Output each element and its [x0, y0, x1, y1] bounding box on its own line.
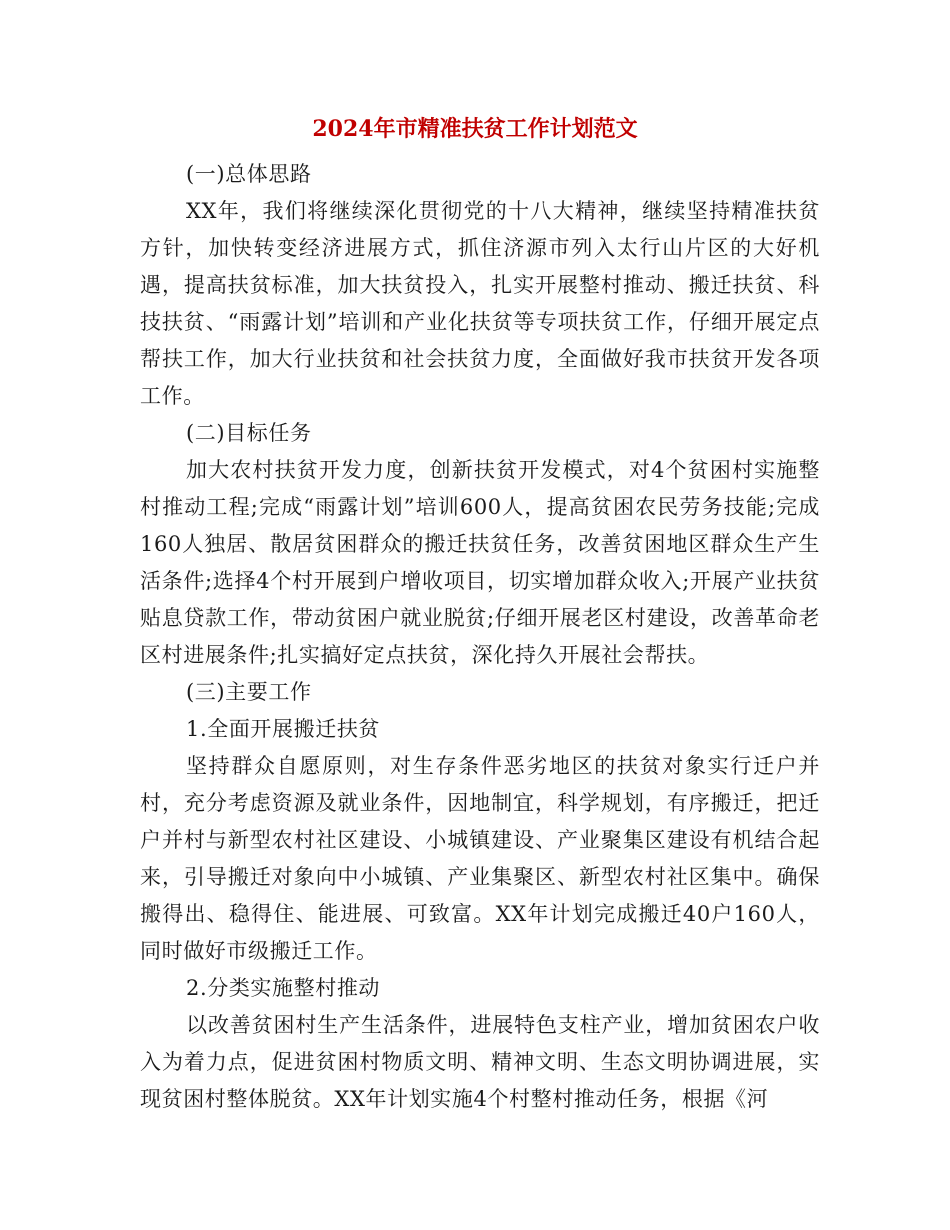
subheading-relocation: 1.全面开展搬迁扶贫: [186, 717, 381, 741]
paragraph-relocation: 坚持群众自愿原则，对生存条件恶劣地区的扶贫对象实行迁户并村，充分考虑资源及就业条件，因地制宜，科学规划，有序搬迁，把迁户并村与新型农村社区建设、小城镇建设、产业聚集区建设有机结合起来，引导搬迁对象向中小城镇、产业集聚区、新型农村社区集中。确保搬得出、稳得住、能进展、可致富。XX年计划完成搬迁40户160人，同时做好市级搬迁工作。: [140, 754, 820, 963]
section-heading-main-work: (三)主要工作: [186, 680, 312, 704]
section-heading-target-tasks: (二)目标任务: [186, 421, 312, 445]
document-title: 2024年市精准扶贫工作计划范文: [312, 116, 638, 142]
paragraph-target-tasks: 加大农村扶贫开发力度，创新扶贫开发模式，对4个贫困村实施整村推动工程;完成“雨露计划”培训600人，提高贫困农民劳务技能;完成160人独居、散居贫困群众的搬迁扶贫任务，改善贫困地区群众生产生活条件;选择4个村开展到户增收项目，切实增加群众收入;开展产业扶贫贴息贷款工作，带动贫困户就业脱贫;仔细开展老区村建设，改善革命老区村进展条件;扎实搞好定点扶贫，深化持久开展社会帮扶。: [140, 458, 820, 667]
subheading-village-promotion: 2.分类实施整村推动: [186, 976, 381, 1000]
paragraph-village-promotion: 以改善贫困村生产生活条件，进展特色支柱产业，增加贫困农户收入为着力点，促进贫困村物质文明、精神文明、生态文明协调进展，实现贫困村整体脱贫。XX年计划实施4个村整村推动任务，根据《河: [140, 1013, 820, 1111]
section-heading-overall-approach: (一)总体思路: [186, 162, 312, 186]
document-body: [140, 156, 820, 1118]
paragraph-overall-approach: XX年，我们将继续深化贯彻党的十八大精神，继续坚持精准扶贫方针，加快转变经济进展方式，抓住济源市列入太行山片区的大好机遇，提高扶贫标准，加大扶贫投入，扎实开展整村推动、搬迁扶贫、科技扶贫、“雨露计划”培训和产业化扶贫等专项扶贫工作，仔细开展定点帮扶工作，加大行业扶贫和社会扶贫力度，全面做好我市扶贫开发各项工作。: [140, 199, 820, 408]
